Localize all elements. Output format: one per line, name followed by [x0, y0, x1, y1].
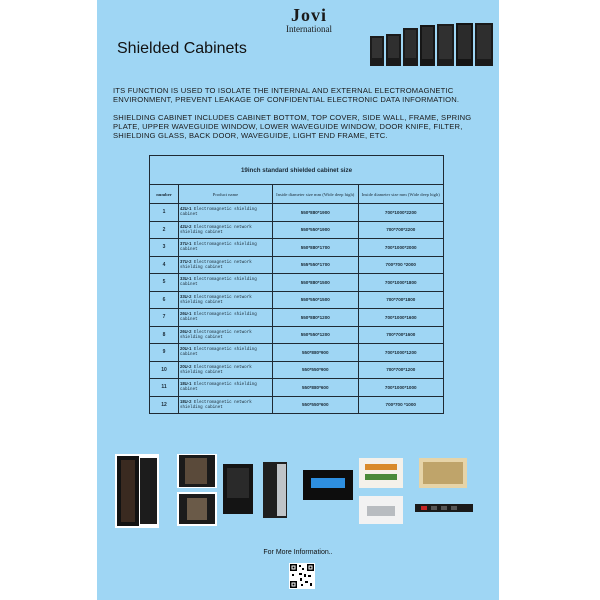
product-cell [179, 396, 273, 414]
table-row [150, 291, 444, 309]
table-row [150, 274, 444, 292]
cabinet-lineup-image [370, 22, 494, 68]
row-number: 4 [150, 256, 179, 274]
inside-size: 550*550*900 [273, 361, 359, 379]
outside-size: 700*700*1800 [358, 291, 444, 309]
open-rack-photo [115, 454, 159, 528]
header-product-name: Product name [179, 185, 273, 204]
product-photo-gallery [97, 450, 499, 530]
table-row [150, 344, 444, 362]
product-cell [179, 309, 273, 327]
product-code: 42U-2 [180, 223, 192, 229]
table-row [150, 256, 444, 274]
product-code: 37U-1 [180, 241, 192, 247]
inside-size: 550*880*1900 [273, 204, 359, 222]
product-cell [179, 274, 273, 292]
row-number: 11 [150, 379, 179, 397]
outside-size: 700*700*1600 [358, 326, 444, 344]
product-name: Electromagnetic network shielding cabinet [180, 225, 252, 235]
table-row [150, 379, 444, 397]
product-name: Electromagnetic network shielding cabinet [180, 365, 252, 375]
product-code: 26U-2 [180, 328, 192, 334]
product-cell [179, 344, 273, 362]
product-name: Electromagnetic shielding cabinet [180, 348, 257, 358]
row-number: 6 [150, 291, 179, 309]
inside-size: 550*880*1500 [273, 274, 359, 292]
product-name: Electromagnetic shielding cabinet [180, 243, 257, 253]
header-inside-size: Inside diameter size mm (Wide deep high) [273, 185, 359, 204]
inside-size: 550*880*900 [273, 344, 359, 362]
row-number: 12 [150, 396, 179, 414]
table-row [150, 361, 444, 379]
row-number: 3 [150, 239, 179, 257]
product-name: Electromagnetic network shielding cabinet [180, 400, 252, 410]
inside-size: 550*550*1200 [273, 326, 359, 344]
row-number: 1 [150, 204, 179, 222]
product-name: Electromagnetic shielding cabinet [180, 313, 257, 323]
table-row [150, 221, 444, 239]
inside-size: 550*550*600 [273, 396, 359, 414]
outside-size: 700*1000*1600 [358, 309, 444, 327]
row-number: 7 [150, 309, 179, 327]
table-row [150, 239, 444, 257]
product-code: 42U-1 [180, 206, 192, 212]
inside-size: 550*880*1200 [273, 309, 359, 327]
product-name: Electromagnetic shielding cabinet [180, 383, 257, 393]
product-code: 33U-2 [180, 293, 192, 299]
inside-size: 555*550*1700 [273, 256, 359, 274]
header-outside-size: Inside diameter size mm (Wide deep high) [358, 185, 444, 204]
more-info-text: For More Information.. [263, 549, 333, 556]
inside-size: 550*550*1500 [273, 291, 359, 309]
display-panel-photo [303, 470, 353, 500]
product-cell [179, 221, 273, 239]
product-cell [179, 204, 273, 222]
table-row [150, 309, 444, 327]
outside-size: 700*700 *1000 [358, 396, 444, 414]
outside-size: 700*700*2200 [358, 221, 444, 239]
product-code: 20U-2 [180, 363, 192, 369]
table-row [150, 396, 444, 414]
row-number: 10 [150, 361, 179, 379]
outside-size: 700*1000*2000 [358, 239, 444, 257]
product-code: 37U-2 [180, 258, 192, 264]
product-cell [179, 379, 273, 397]
table-header-row [150, 185, 444, 204]
row-number: 8 [150, 326, 179, 344]
company-logo [269, 6, 349, 34]
filter-module-photo [359, 496, 403, 524]
power-strip-photo [415, 504, 473, 512]
header-number: number [150, 185, 179, 204]
cabinet-size-table [149, 155, 444, 414]
product-cell [179, 256, 273, 274]
brochure-page [97, 0, 499, 600]
outside-size: 700*700*1200 [358, 361, 444, 379]
table-row [150, 204, 444, 222]
product-code: 26U-1 [180, 311, 192, 317]
product-cell [179, 291, 273, 309]
product-name: Electromagnetic network shielding cabinet [180, 295, 252, 305]
grey-cabinet-photo [263, 462, 287, 518]
product-code: 33U-1 [180, 276, 192, 282]
components-paragraph: SHIELDING CABINET INCLUDES CABINET BOTTOM, TOP COVER, SIDE WALL, FRAME, SPRING PLATE, UPPER WAVEGUIDE WINDOW, LOWER WAVEGUIDE WINDOW, DOOR KNIFE, FILTER, SHIELDING GLASS, BACK DOOR, WAVEGUIDE, LIGHT END FRAME, ETC. [113, 113, 472, 140]
product-cell [179, 239, 273, 257]
page-title: Shielded Cabinets [117, 40, 247, 57]
black-cabinet-photo [223, 464, 253, 514]
gold-panel-photo [419, 458, 467, 488]
table-row [150, 326, 444, 344]
product-code: 20U-1 [180, 346, 192, 352]
product-name: Electromagnetic network shielding cabinet [180, 260, 252, 270]
row-number: 5 [150, 274, 179, 292]
outside-size: 700*1000*1200 [358, 344, 444, 362]
outside-size: 700*700 *2000 [358, 256, 444, 274]
product-name: Electromagnetic shielding cabinet [180, 208, 257, 218]
inside-size: 550*880*600 [273, 379, 359, 397]
outside-size: 700*1000*2200 [358, 204, 444, 222]
product-code: 18U-1 [180, 381, 192, 387]
product-cell [179, 361, 273, 379]
product-code: 18U-2 [180, 398, 192, 404]
table-caption: 19inch standard shielded cabinet size [150, 156, 444, 185]
outside-size: 700*1000*1800 [358, 274, 444, 292]
logo-subtitle: International [286, 24, 332, 34]
product-name: Electromagnetic network shielding cabinet [180, 330, 252, 340]
cable-connectors-photo [359, 458, 403, 488]
logo-brand-text: Jovi [290, 5, 327, 25]
inside-size: 550*550*1900 [273, 221, 359, 239]
function-paragraph: ITS FUNCTION IS USED TO ISOLATE THE INTERNAL AND EXTERNAL ELECTROMAGNETIC ENVIRONMENT, PREVENT LEAKAGE OF CONFIDENTIAL ELECTRONIC DATA INFORMATION. [113, 86, 460, 104]
row-number: 9 [150, 344, 179, 362]
inside-size: 550*880*1700 [273, 239, 359, 257]
outside-size: 700*1000*1000 [358, 379, 444, 397]
product-cell [179, 326, 273, 344]
row-number: 2 [150, 221, 179, 239]
qr-code-icon[interactable] [289, 563, 315, 589]
product-name: Electromagnetic shielding cabinet [180, 278, 257, 288]
logo-brand [269, 6, 349, 24]
rack-interior-photo [177, 454, 217, 526]
